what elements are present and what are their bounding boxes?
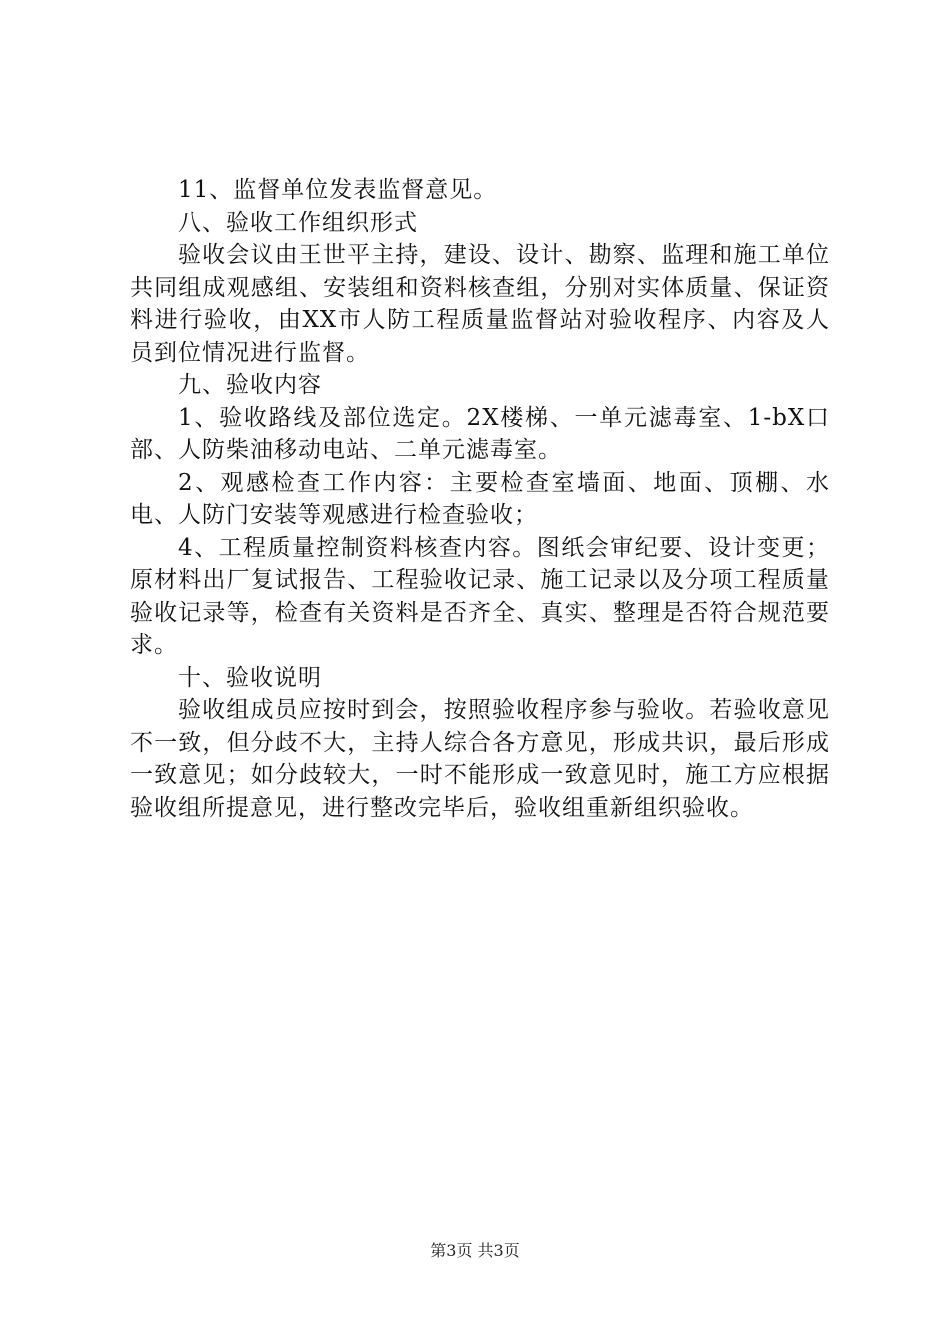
paragraph-route: 1、验收路线及部位选定。2X楼梯、一单元滤毒室、1-bX口部、人防柴油移动电站、二单元滤毒室。 — [130, 404, 830, 463]
section-heading-content: 九、验收内容 — [178, 372, 322, 398]
paragraph-notes: 验收组成员应按时到会，按照验收程序参与验收。若验收意见不一致，但分歧不大，主持人综合各方意见，形成共识，最后形成一致意见；如分歧较大，一时不能形成一致意见时，施工方应根据验收组所提意见，进行整改完毕后，验收组重新组织验收。 — [130, 697, 830, 821]
paragraph-quality-data: 4、工程质量控制资料核查内容。图纸会审纪要、设计变更；原材料出厂复试报告、工程验收记录、施工记录以及分项工程质量验收记录等，检查有关资料是否齐全、真实、整理是否符合规范要求。 — [130, 534, 830, 658]
paragraph-visual-inspection: 2、观感检查工作内容：主要检查室墙面、地面、顶棚、水电、人防门安装等观感进行检查验收； — [130, 469, 830, 528]
section-heading-organization: 八、验收工作组织形式 — [178, 209, 418, 236]
document-body — [130, 174, 830, 824]
list-item-supervision-opinion: 11、监督单位发表监督意见。 — [178, 177, 498, 203]
section-heading-notes: 十、验收说明 — [178, 664, 322, 691]
page-footer: 第3页 共3页 — [430, 1241, 520, 1260]
paragraph-organization: 验收会议由王世平主持，建设、设计、勘察、监理和施工单位共同组成观感组、安装组和资料核查组，分别对实体质量、保证资料进行验收，由XX市人防工程质量监督站对验收程序、内容及人员到位情况进行监督。 — [130, 242, 830, 366]
